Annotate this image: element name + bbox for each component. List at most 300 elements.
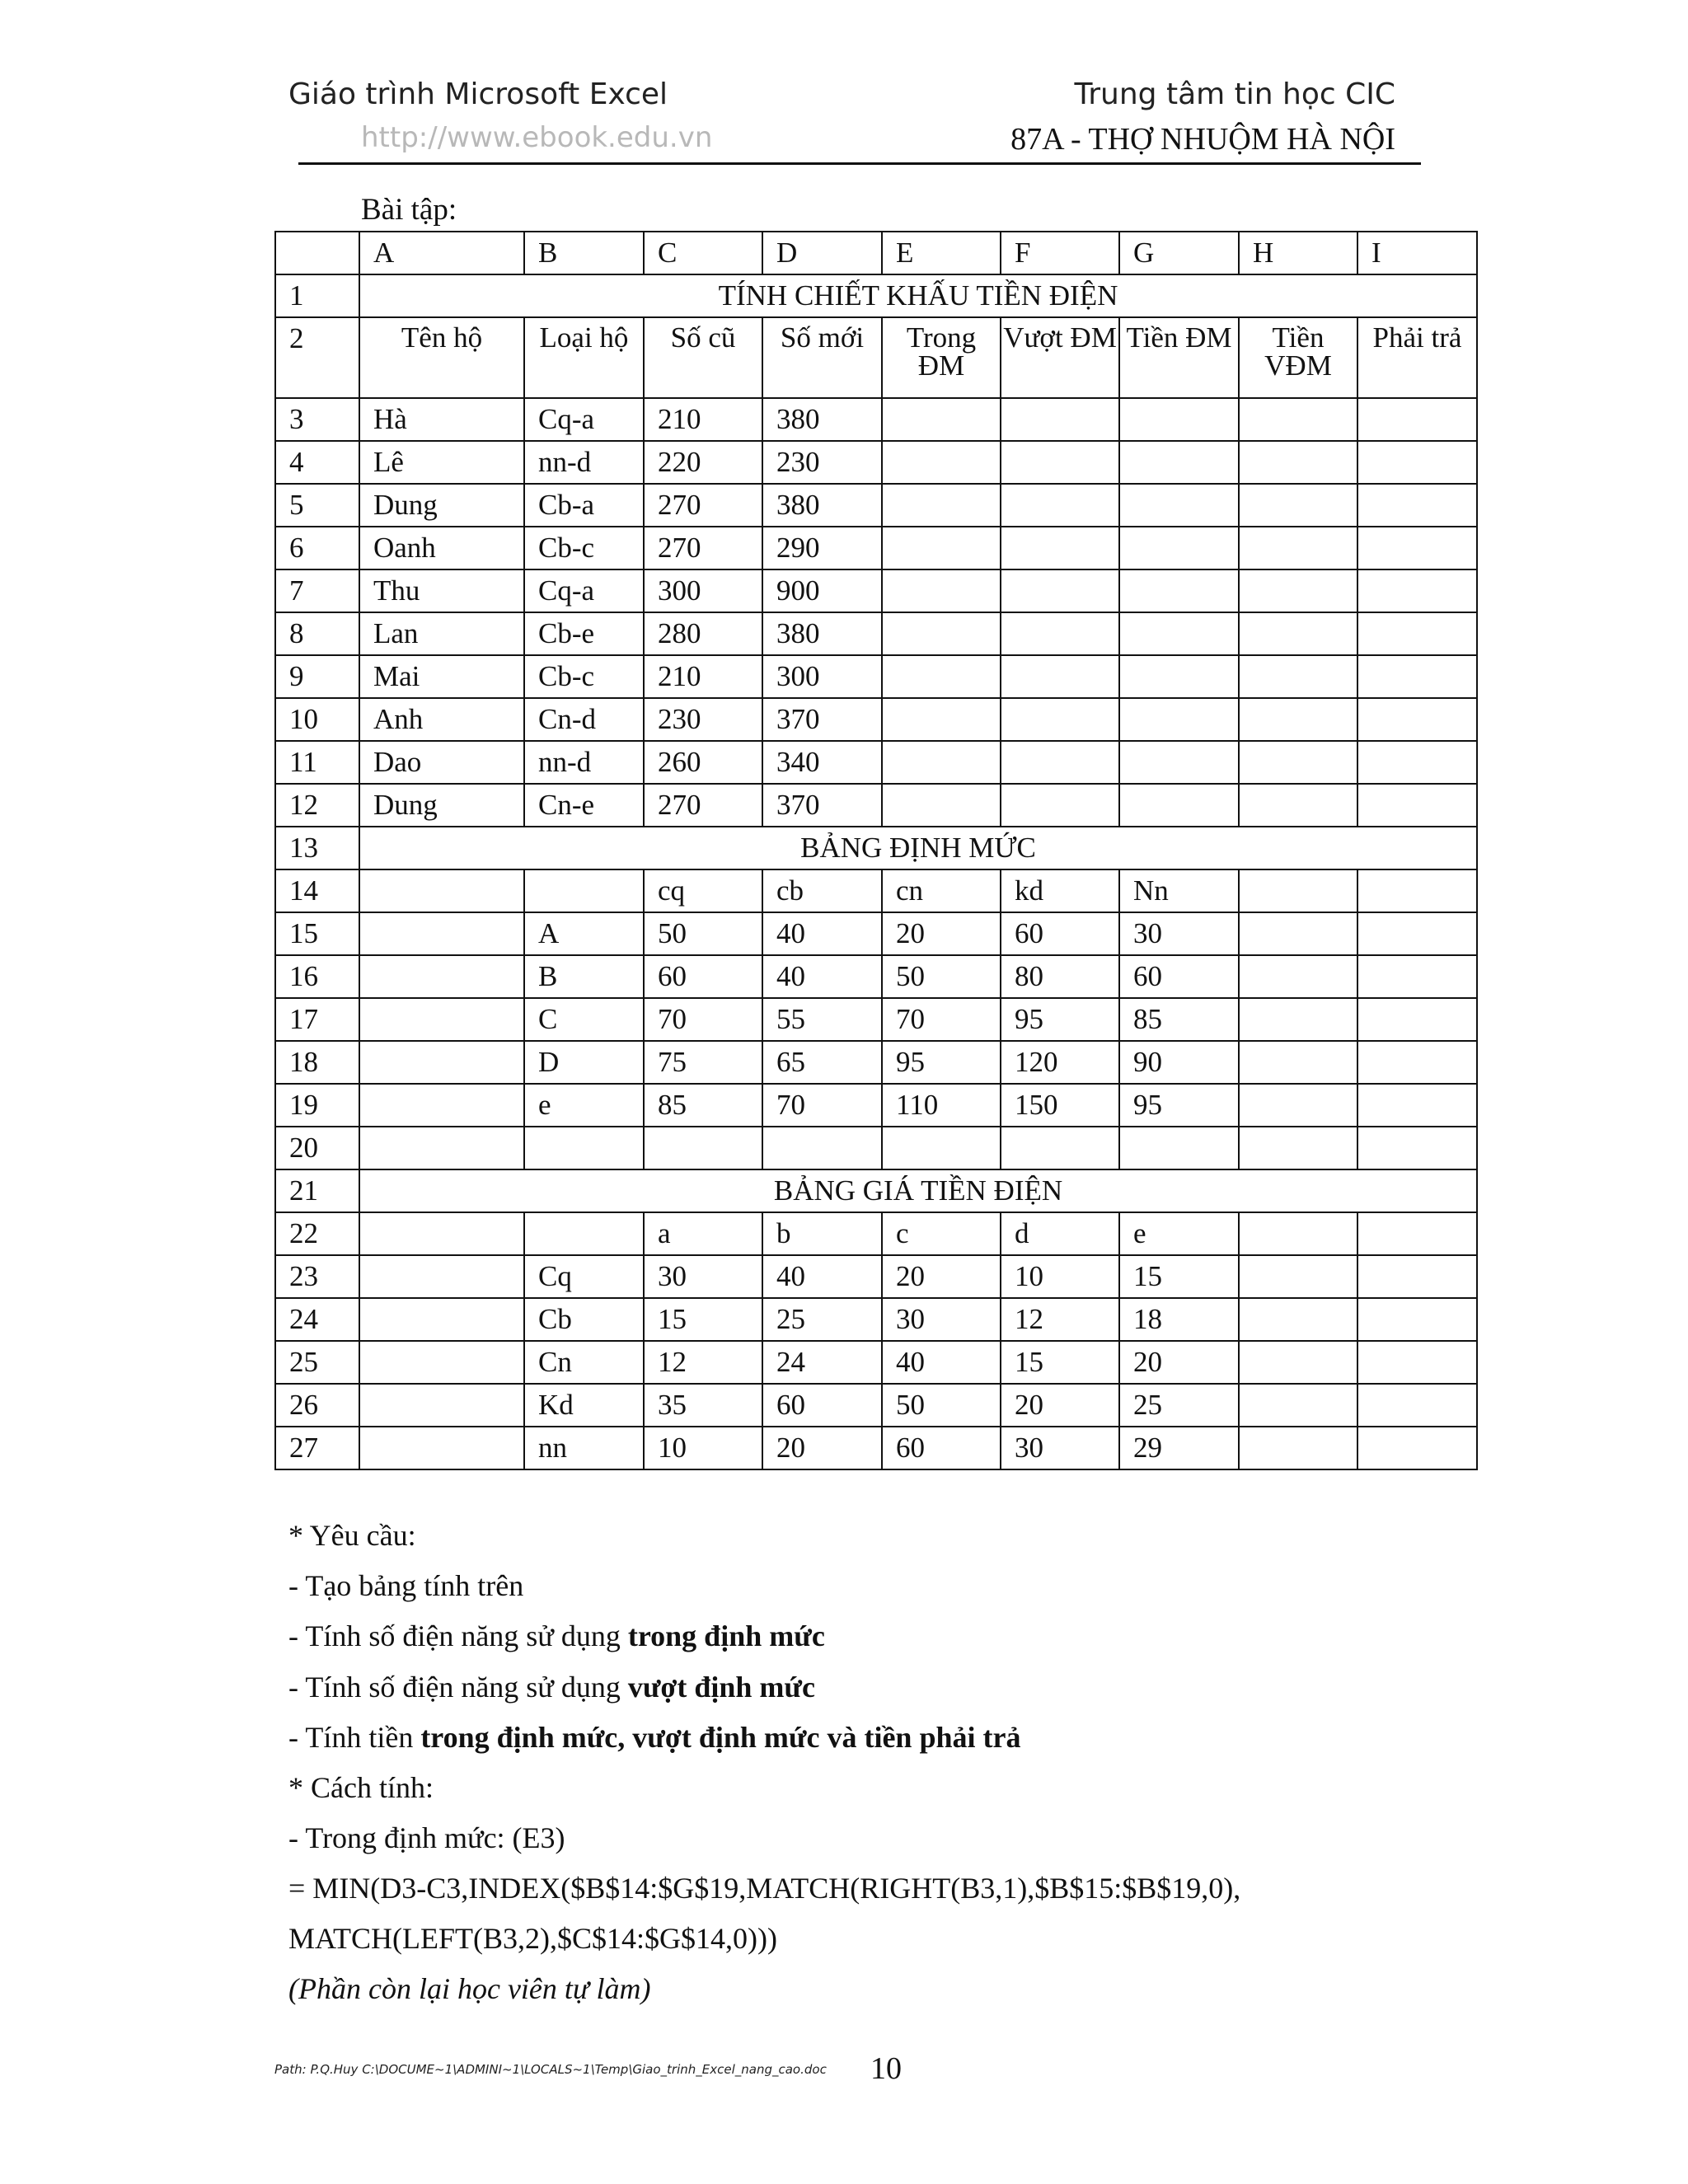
price-row xyxy=(275,1298,1477,1341)
price-row xyxy=(275,1255,1477,1298)
table-cell xyxy=(1001,398,1119,441)
table-cell: 220 xyxy=(644,441,762,484)
table-cell: 10 xyxy=(644,1427,762,1469)
header-left-title: Giáo trình Microsoft Excel xyxy=(288,77,668,111)
table-cell: Cb-e xyxy=(524,612,644,655)
table-cell: 20 xyxy=(762,1427,882,1469)
table-cell: 30 xyxy=(644,1255,762,1298)
table-cell: Dao xyxy=(359,741,524,784)
table-cell: Cn-d xyxy=(524,698,644,741)
table-cell: 95 xyxy=(882,1041,1001,1084)
section-title-cell: TÍNH CHIẾT KHẤU TIỀN ĐIỆN xyxy=(359,274,1477,317)
table-cell: 380 xyxy=(762,398,882,441)
row-number-cell: 12 xyxy=(275,784,359,827)
table-cell xyxy=(1357,741,1477,784)
table-cell: 290 xyxy=(762,527,882,569)
row-number-cell: 21 xyxy=(275,1169,359,1212)
table-cell: 40 xyxy=(762,912,882,955)
table-cell xyxy=(882,784,1001,827)
table-cell xyxy=(762,1127,882,1169)
table-cell xyxy=(1239,698,1357,741)
table-cell: 85 xyxy=(1119,998,1239,1041)
table-cell xyxy=(1357,484,1477,527)
field-header-row xyxy=(275,317,1477,398)
table-cell: cn xyxy=(882,869,1001,912)
table-cell: 30 xyxy=(882,1298,1001,1341)
table-cell xyxy=(882,698,1001,741)
table-cell xyxy=(1239,1298,1357,1341)
table-cell xyxy=(1357,527,1477,569)
table-cell xyxy=(1239,998,1357,1041)
table-cell: Lan xyxy=(359,612,524,655)
table-cell: 60 xyxy=(1001,912,1119,955)
page-number: 10 xyxy=(870,2051,902,2086)
table-cell: 85 xyxy=(644,1084,762,1127)
table-cell: e xyxy=(524,1084,644,1127)
table-cell xyxy=(1119,1127,1239,1169)
table-cell xyxy=(1119,741,1239,784)
table-cell xyxy=(1239,569,1357,612)
requirement-item-2: - Tính số điện năng sử dụng trong định mức xyxy=(288,1619,825,1652)
field-header-cell: Số mới xyxy=(762,317,882,398)
table-cell: 210 xyxy=(644,398,762,441)
table-cell: 12 xyxy=(1001,1298,1119,1341)
row-number-cell: 8 xyxy=(275,612,359,655)
header-url: http://www.ebook.edu.vn xyxy=(361,121,713,154)
table-cell: Oanh xyxy=(359,527,524,569)
table-cell xyxy=(1357,1298,1477,1341)
row-number-cell: 9 xyxy=(275,655,359,698)
column-header-cell: A xyxy=(359,232,524,274)
table-cell xyxy=(882,484,1001,527)
row-number-cell: 16 xyxy=(275,955,359,998)
row-number-cell: 17 xyxy=(275,998,359,1041)
row-number-cell: 24 xyxy=(275,1298,359,1341)
table-cell: Mai xyxy=(359,655,524,698)
table-cell xyxy=(1119,527,1239,569)
table-cell xyxy=(1001,441,1119,484)
table-cell xyxy=(882,741,1001,784)
table-cell: 12 xyxy=(644,1341,762,1384)
table-cell: Hà xyxy=(359,398,524,441)
table-cell xyxy=(1119,398,1239,441)
table-cell: Cn xyxy=(524,1341,644,1384)
table-cell: 24 xyxy=(762,1341,882,1384)
formula-line-2: MATCH(LEFT(B3,2),$C$14:$G$14,0))) xyxy=(288,1922,777,1955)
table-cell: 150 xyxy=(1001,1084,1119,1127)
table-cell: 20 xyxy=(1001,1384,1119,1427)
table-cell: A xyxy=(524,912,644,955)
table-cell xyxy=(1357,998,1477,1041)
table-cell: 65 xyxy=(762,1041,882,1084)
table-cell: B xyxy=(524,955,644,998)
price-row xyxy=(275,1384,1477,1427)
requirement-item-3: - Tính số điện năng sử dụng vượt định mức xyxy=(288,1671,815,1704)
table-cell xyxy=(882,527,1001,569)
table-cell xyxy=(644,1127,762,1169)
table-cell: Cn-e xyxy=(524,784,644,827)
table-cell xyxy=(1119,569,1239,612)
table-cell xyxy=(1119,441,1239,484)
row-number-cell: 26 xyxy=(275,1384,359,1427)
requirement-item-4: - Tính tiền trong định mức, vượt định mức và tiền phải trả xyxy=(288,1721,1021,1754)
table-cell: 20 xyxy=(1119,1341,1239,1384)
norm-row xyxy=(275,998,1477,1041)
table-cell: 50 xyxy=(644,912,762,955)
table-cell xyxy=(882,398,1001,441)
row-number-cell: 19 xyxy=(275,1084,359,1127)
table-cell: 60 xyxy=(644,955,762,998)
norm-row xyxy=(275,955,1477,998)
norm-row xyxy=(275,869,1477,912)
table-cell xyxy=(1239,784,1357,827)
table-cell xyxy=(524,869,644,912)
data-row xyxy=(275,398,1477,441)
table-cell xyxy=(1001,527,1119,569)
field-header-cell: Tên hộ xyxy=(359,317,524,398)
column-header-cell: C xyxy=(644,232,762,274)
table-cell: 95 xyxy=(1001,998,1119,1041)
norm-row xyxy=(275,1127,1477,1169)
table-cell: Anh xyxy=(359,698,524,741)
table-cell xyxy=(1357,784,1477,827)
table-cell xyxy=(1239,955,1357,998)
table-cell: 70 xyxy=(882,998,1001,1041)
table-cell xyxy=(359,1341,524,1384)
requirement-item-1: - Tạo bảng tính trên xyxy=(288,1569,524,1602)
row-number-cell: 23 xyxy=(275,1255,359,1298)
table-cell: Cb-a xyxy=(524,484,644,527)
table-cell: cq xyxy=(644,869,762,912)
row-number-cell: 7 xyxy=(275,569,359,612)
column-header-cell: F xyxy=(1001,232,1119,274)
table-cell: 900 xyxy=(762,569,882,612)
field-header-cell: Vượt ĐM xyxy=(1001,317,1119,398)
table-cell xyxy=(1357,1084,1477,1127)
table-cell: 120 xyxy=(1001,1041,1119,1084)
table-cell: 25 xyxy=(1119,1384,1239,1427)
data-row xyxy=(275,612,1477,655)
table-cell: 110 xyxy=(882,1084,1001,1127)
table-cell: 75 xyxy=(644,1041,762,1084)
table-cell xyxy=(1357,1041,1477,1084)
self-study-note: (Phần còn lại học viên tự làm) xyxy=(288,1972,651,2005)
table-cell: Dung xyxy=(359,784,524,827)
table-cell xyxy=(359,1127,524,1169)
table-cell xyxy=(1357,1384,1477,1427)
table-cell: 270 xyxy=(644,784,762,827)
table-cell xyxy=(359,998,524,1041)
table-cell xyxy=(1239,484,1357,527)
table-cell: 80 xyxy=(1001,955,1119,998)
table-cell xyxy=(1001,1127,1119,1169)
price-row xyxy=(275,1427,1477,1469)
table-cell xyxy=(1239,1127,1357,1169)
row-number-cell: 27 xyxy=(275,1427,359,1469)
data-row xyxy=(275,698,1477,741)
table-cell: 270 xyxy=(644,484,762,527)
table-cell xyxy=(882,612,1001,655)
table-cell xyxy=(1001,741,1119,784)
table-cell: 210 xyxy=(644,655,762,698)
method-line: - Trong định mức: (E3) xyxy=(288,1821,565,1854)
row-number-cell: 18 xyxy=(275,1041,359,1084)
table-cell xyxy=(359,1212,524,1255)
header-right-title: Trung tâm tin học CIC xyxy=(1074,77,1395,111)
table-cell xyxy=(524,1127,644,1169)
table-cell xyxy=(1357,869,1477,912)
norm-row xyxy=(275,1084,1477,1127)
table-cell xyxy=(1239,527,1357,569)
table-cell xyxy=(359,1384,524,1427)
row-number-cell: 11 xyxy=(275,741,359,784)
table-cell xyxy=(1357,1255,1477,1298)
table-cell: 15 xyxy=(644,1298,762,1341)
table-cell: b xyxy=(762,1212,882,1255)
table-cell: 260 xyxy=(644,741,762,784)
table-cell: nn-d xyxy=(524,441,644,484)
table-cell: 10 xyxy=(1001,1255,1119,1298)
table-cell xyxy=(359,1084,524,1127)
table-cell xyxy=(1239,1212,1357,1255)
table-cell: Cb-c xyxy=(524,655,644,698)
table-cell: kd xyxy=(1001,869,1119,912)
table-cell: Cq xyxy=(524,1255,644,1298)
table-cell: Cb-c xyxy=(524,527,644,569)
table-cell xyxy=(1357,441,1477,484)
table-cell xyxy=(1239,612,1357,655)
table-cell xyxy=(1239,1341,1357,1384)
table-cell xyxy=(1239,741,1357,784)
table-cell xyxy=(1357,398,1477,441)
table-cell: cb xyxy=(762,869,882,912)
table-cell xyxy=(882,655,1001,698)
table-cell: 300 xyxy=(644,569,762,612)
table-cell: 40 xyxy=(762,955,882,998)
table-cell xyxy=(1239,1255,1357,1298)
section-title-cell: BẢNG ĐỊNH MỨC xyxy=(359,827,1477,869)
table-cell xyxy=(1239,1041,1357,1084)
row-number-cell: 20 xyxy=(275,1127,359,1169)
row-number-cell: 5 xyxy=(275,484,359,527)
table-cell: 40 xyxy=(882,1341,1001,1384)
price-title-row xyxy=(275,1169,1477,1212)
column-header-cell: H xyxy=(1239,232,1357,274)
table-cell: 230 xyxy=(644,698,762,741)
table-cell: c xyxy=(882,1212,1001,1255)
table-cell xyxy=(1357,569,1477,612)
column-header-cell: B xyxy=(524,232,644,274)
table-cell xyxy=(1357,1212,1477,1255)
table-cell xyxy=(1001,484,1119,527)
row-number-cell: 3 xyxy=(275,398,359,441)
price-row xyxy=(275,1341,1477,1384)
column-header-row xyxy=(275,232,1477,274)
table-cell: Kd xyxy=(524,1384,644,1427)
table-cell xyxy=(359,1255,524,1298)
data-row xyxy=(275,655,1477,698)
field-header-cell: Phải trả xyxy=(1357,317,1477,398)
table-cell: 30 xyxy=(1001,1427,1119,1469)
table-cell xyxy=(1239,1084,1357,1127)
requirements-heading: * Yêu cầu: xyxy=(288,1519,416,1552)
table-cell xyxy=(1239,1427,1357,1469)
table-cell: Lê xyxy=(359,441,524,484)
table-cell: 40 xyxy=(762,1255,882,1298)
table-cell xyxy=(1357,912,1477,955)
table-cell xyxy=(1357,1341,1477,1384)
table-cell: 60 xyxy=(1119,955,1239,998)
table-cell xyxy=(359,912,524,955)
table-cell: 60 xyxy=(882,1427,1001,1469)
column-header-cell: G xyxy=(1119,232,1239,274)
table-cell: 300 xyxy=(762,655,882,698)
table-cell xyxy=(882,441,1001,484)
row-number-cell: 6 xyxy=(275,527,359,569)
table-cell xyxy=(1239,869,1357,912)
table-cell: nn-d xyxy=(524,741,644,784)
table-cell: Cq-a xyxy=(524,398,644,441)
title-row xyxy=(275,274,1477,317)
column-header-cell: E xyxy=(882,232,1001,274)
table-cell xyxy=(1001,569,1119,612)
table-cell xyxy=(359,1298,524,1341)
table-cell xyxy=(1239,1384,1357,1427)
table-cell xyxy=(1119,655,1239,698)
data-row xyxy=(275,784,1477,827)
field-header-cell: Tiền VĐM xyxy=(1239,317,1357,398)
table-cell: D xyxy=(524,1041,644,1084)
table-cell: 30 xyxy=(1119,912,1239,955)
table-cell: 280 xyxy=(644,612,762,655)
table-cell: 60 xyxy=(762,1384,882,1427)
table-cell xyxy=(1001,698,1119,741)
table-cell xyxy=(1239,655,1357,698)
data-row xyxy=(275,527,1477,569)
row-number-cell: 2 xyxy=(275,317,359,398)
table-cell: 15 xyxy=(1119,1255,1239,1298)
table-cell xyxy=(1357,698,1477,741)
table-cell xyxy=(1357,955,1477,998)
table-cell xyxy=(1119,698,1239,741)
table-cell: C xyxy=(524,998,644,1041)
table-cell xyxy=(882,1127,1001,1169)
row-number-cell: 10 xyxy=(275,698,359,741)
table-cell: 380 xyxy=(762,612,882,655)
table-cell: 15 xyxy=(1001,1341,1119,1384)
table-cell: Thu xyxy=(359,569,524,612)
table-cell xyxy=(1357,1427,1477,1469)
table-cell: 70 xyxy=(762,1084,882,1127)
table-cell xyxy=(1239,912,1357,955)
table-cell: nn xyxy=(524,1427,644,1469)
table-cell xyxy=(359,869,524,912)
table-cell: 20 xyxy=(882,1255,1001,1298)
norm-title-row xyxy=(275,827,1477,869)
table-cell: Cq-a xyxy=(524,569,644,612)
data-row xyxy=(275,741,1477,784)
row-number-cell: 15 xyxy=(275,912,359,955)
row-number-cell: 1 xyxy=(275,274,359,317)
table-cell xyxy=(524,1212,644,1255)
exercise-label: Bài tập: xyxy=(361,193,457,227)
table-cell: 340 xyxy=(762,741,882,784)
table-cell: 35 xyxy=(644,1384,762,1427)
section-title-cell: BẢNG GIÁ TIỀN ĐIỆN xyxy=(359,1169,1477,1212)
field-header-cell: Loại hộ xyxy=(524,317,644,398)
table-cell xyxy=(1357,655,1477,698)
table-cell xyxy=(359,955,524,998)
table-cell: 380 xyxy=(762,484,882,527)
spreadsheet-table xyxy=(274,231,1478,1470)
norm-row xyxy=(275,1041,1477,1084)
table-cell xyxy=(1001,784,1119,827)
table-cell xyxy=(882,569,1001,612)
table-cell xyxy=(1001,655,1119,698)
table-cell xyxy=(359,1041,524,1084)
table-cell: 270 xyxy=(644,527,762,569)
table-cell: Cb xyxy=(524,1298,644,1341)
table-cell: 20 xyxy=(882,912,1001,955)
table-cell: 18 xyxy=(1119,1298,1239,1341)
footer-file-path: Path: P.Q.Huy C:\DOCUME~1\ADMINI~1\LOCALS~1\Temp\Giao_trinh_Excel_nang_cao.doc xyxy=(274,2062,827,2077)
table-cell: 50 xyxy=(882,1384,1001,1427)
table-cell: 25 xyxy=(762,1298,882,1341)
data-row xyxy=(275,484,1477,527)
row-number-cell: 25 xyxy=(275,1341,359,1384)
method-heading: * Cách tính: xyxy=(288,1771,434,1804)
table-cell xyxy=(1119,612,1239,655)
data-row xyxy=(275,441,1477,484)
table-cell xyxy=(1239,398,1357,441)
data-row xyxy=(275,569,1477,612)
table-cell: Nn xyxy=(1119,869,1239,912)
field-header-cell: Tiền ĐM xyxy=(1119,317,1239,398)
field-header-cell: Trong ĐM xyxy=(882,317,1001,398)
norm-row xyxy=(275,912,1477,955)
price-row xyxy=(275,1212,1477,1255)
formula-line-1: = MIN(D3-C3,INDEX($B$14:$G$19,MATCH(RIGHT(B3,1),$B$15:$B$19,0), xyxy=(288,1872,1241,1905)
header-address: 87A - THỢ NHUỘM HÀ NỘI xyxy=(1010,122,1395,157)
table-cell: d xyxy=(1001,1212,1119,1255)
table-cell: Dung xyxy=(359,484,524,527)
table-cell xyxy=(1119,484,1239,527)
row-number-cell: 14 xyxy=(275,869,359,912)
table-cell: 370 xyxy=(762,784,882,827)
table-cell xyxy=(1357,1127,1477,1169)
row-number-cell: 22 xyxy=(275,1212,359,1255)
table-cell: 90 xyxy=(1119,1041,1239,1084)
table-cell: 50 xyxy=(882,955,1001,998)
table-cell xyxy=(1119,784,1239,827)
table-cell xyxy=(1357,612,1477,655)
table-cell: 230 xyxy=(762,441,882,484)
table-cell: 70 xyxy=(644,998,762,1041)
table-cell xyxy=(1001,612,1119,655)
table-cell: 29 xyxy=(1119,1427,1239,1469)
table-cell: e xyxy=(1119,1212,1239,1255)
row-number-cell: 4 xyxy=(275,441,359,484)
row-number-cell: 13 xyxy=(275,827,359,869)
table-cell: 55 xyxy=(762,998,882,1041)
column-header-cell xyxy=(275,232,359,274)
table-cell xyxy=(1239,441,1357,484)
field-header-cell: Số cũ xyxy=(644,317,762,398)
column-header-cell: D xyxy=(762,232,882,274)
table-cell xyxy=(359,1427,524,1469)
table-cell: 95 xyxy=(1119,1084,1239,1127)
column-header-cell: I xyxy=(1357,232,1477,274)
